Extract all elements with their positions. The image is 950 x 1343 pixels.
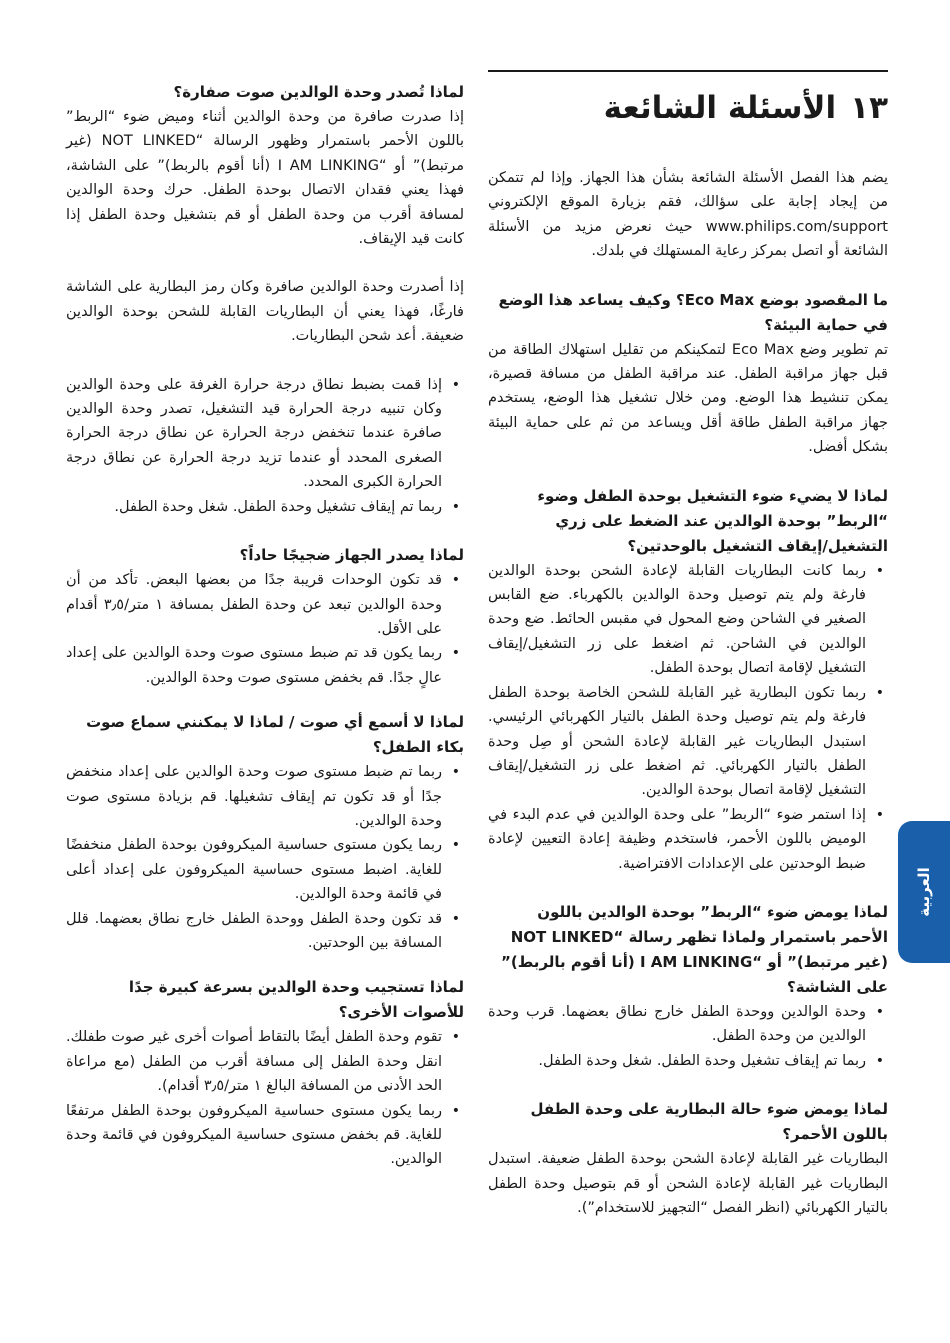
list-item: • قد تكون الوحدات قريبة جدًا من بعضها البعض. تأكد من أن وحدة الوالدين تبعد عن وحدة الطفل بمسافة ١ متر/٣٫٥ أقدام على الأقل.: [66, 568, 442, 641]
faq-flash-red-question: لماذا يومض ضوء “الربط” بوحدة الوالدين باللون الأحمر باستمرار ولماذا تظهر رسالة “NOT LINKED (غير مرتبط)” أو “I AM LINKING (أنا أقوم بالربط)” على الشاشة؟: [501, 902, 888, 996]
list-item: • ربما تكون البطارية غير القابلة للشحن الخاصة بوحدة الطفل فارغة ولم يتم توصيل وحدة الطفل بالتيار الكهربائي الرئيسي. استبدل البطاريات غير القابلة لإعادة الشحن أو صِل وحدة الطفل بالتيار الكهربائي. ثم اضغط على زر التشغيل/إيقاف التشغيل لإقامة اتصال بوحدة الوالدين.: [488, 681, 866, 803]
list-item: • ربما يكون مستوى حساسية الميكروفون بوحدة الطفل مرتفعًا للغاية. قم بخفض مستوى حساسية الميكروفون في قائمة وحدة الوالدين.: [66, 1099, 442, 1172]
chapter-heading: [488, 86, 888, 130]
faq-fast-react-question: لماذا تستجيب وحدة الوالدين بسرعة كبيرة جدًا للأصوات الأخرى؟: [128, 978, 464, 1022]
faq-fast-react-list: [66, 1025, 464, 1171]
faq-battery-red-question: لماذا يومض ضوء حالة البطارية على وحدة الطفل باللون الأحمر؟: [530, 1100, 888, 1144]
list-item: • قد تكون وحدة الطفل ووحدة الطفل خارج نطاق بعضهما. قلل المسافة بين الوحدتين.: [66, 907, 442, 956]
faq-battery-red-answer: البطاريات غير القابلة لإعادة الشحن بوحدة الطفل ضعيفة. استبدل البطاريات غير القابلة لإعادة الشحن أو قم بتوصيل وحدة الطفل بالتيار الكهربائي (انظر الفصل “التجهيز للاستخدام”).: [488, 1151, 888, 1216]
list-item: • ربما يكون قد تم ضبط مستوى صوت وحدة الوالدين على إعداد عالٍ جدًا. قم بخفض مستوى صوت وحدة الوالدين.: [66, 641, 442, 690]
chapter-rule: [488, 70, 888, 72]
faq-eco-question: ما المقصود بوضع Eco Max؟ وكيف يساعد هذا الوضع في حماية البيئة؟: [498, 290, 888, 334]
faq-eco-answer: تم تطوير وضع Eco Max لتمكينكم من تقليل استهلاك الطاقة من قبل جهاز مراقبة الطفل. عند مراقبة الطفل من مسافة قصيرة، يمكن تنشيط هذا الوضع. ومن خلال تشغيل هذا الوضع، يستخدم جهاز مراقبة الطفل طاقة أقل ويساعد من ثم على حماية البيئة بشكل أفضل.: [488, 341, 888, 456]
chapter-number: ١٣: [850, 90, 888, 126]
faq-beep-paragraph-1: إذا صدرت صافرة من وحدة الوالدين أثناء وميض ضوء “الربط” باللون الأحمر باستمرار وظهور الرسالة “NOT LINKED (غير مرتبط)” أو “I AM LINKING (أنا أقوم بالربط)” على الشاشة، فهذا يعني فقدان الاتصال بوحدة الطفل. حرك وحدة الوالدين لمسافة أقرب من وحدة الطفل أو قم بتشغيل وحدة الطفل إذا كانت قيد الإيقاف.: [66, 109, 464, 248]
list-item: • ربما كانت البطاريات القابلة لإعادة الشحن بوحدة الوالدين فارغة ولم يتم توصيل وحدة الوالدين بالكهرباء. ضع القابس الصغير في الشاحن وضع المحول في مقبس الحائط. ضع وحدة الوالدين في الشاحن. ثم اضغط على زر التشغيل/إيقاف التشغيل لإقامة اتصال بوحدة الطفل.: [488, 559, 866, 681]
faq-no-sound-question: لماذا لا أسمع أي صوت / لماذا لا يمكنني سماع صوت بكاء الطفل؟: [86, 713, 464, 757]
faq-beep-question: لماذا تُصدر وحدة الوالدين صوت صفارة؟: [173, 83, 464, 101]
list-item: • ربما تم إيقاف تشغيل وحدة الطفل. شغل وحدة الطفل.: [488, 1049, 866, 1073]
chapter-title: الأسئلة الشائعة: [603, 90, 837, 126]
list-item: • ربما تم ضبط مستوى صوت وحدة الوالدين على إعداد منخفض جدًا أو قد تكون تم إيقاف تشغيلها. قم بزيادة مستوى صوت وحدة الوالدين.: [66, 760, 442, 833]
faq-beep-paragraph-2: إذا أصدرت وحدة الوالدين صافرة وكان رمز البطارية على الشاشة فارغًا، فهذا يعني أن البطاريات القابلة للشحن بوحدة الوالدين ضعيفة. أعد شحن البطاريات.: [66, 279, 464, 345]
faq-shrill-question: لماذا يصدر الجهاز ضجيجًا حاداً؟: [239, 546, 464, 565]
list-item: • إذا استمر ضوء “الربط” على وحدة الوالدين في عدم البدء في الوميض باللون الأحمر، فاستخدم وظيفة إعادة التعيين لإعادة ضبط الوحدتين على الإعدادات الافتراضية.: [488, 803, 866, 876]
list-item: • وحدة الوالدين ووحدة الطفل خارج نطاق بعضهما. قرب وحدة الوالدين من وحدة الطفل.: [488, 1000, 866, 1049]
right-column: [488, 70, 888, 1220]
faq-link-light-question: لماذا لا يضيء ضوء التشغيل بوحدة الطفل وضوء “الربط” بوحدة الوالدين عند الضغط على زري التشغيل/إيقاف التشغيل بالوحدتين؟: [537, 486, 888, 555]
chapter-intro: يضم هذا الفصل الأسئلة الشائعة بشأن هذا الجهاز. وإذا لم تتمكن من إيجاد إجابة على سؤالك، فقم بزيارة الموقع الإلكتروني www.philips.com/support حيث نعرض مزيد من الأسئلة الشائعة أو اتصل بمركز رعاية المستهلك في بلدك.: [488, 170, 888, 260]
language-tab: [898, 821, 950, 963]
faq-link-light-list: [488, 559, 888, 876]
faq-no-sound-list: [66, 760, 464, 955]
faq-flash-red-list: [488, 1000, 888, 1073]
left-column: [66, 80, 464, 1172]
faq-shrill-list: [66, 568, 464, 690]
list-item: • تقوم وحدة الطفل أيضًا بالتقاط أصوات أخرى غير صوت طفلك. انقل وحدة الطفل إلى مسافة أقرب من الطفل (مع مراعاة الحد الأدنى من المسافة البالغ ١ متر/٣٫٥ أقدام).: [66, 1025, 442, 1098]
list-item: • ربما يكون مستوى حساسية الميكروفون بوحدة الطفل منخفضًا للغاية. اضبط مستوى حساسية الميكروفون على إعداد أعلى في قائمة وحدة الوالدين.: [66, 833, 442, 906]
language-tab-label: العربية: [915, 867, 933, 917]
faq-beep-list: [66, 373, 464, 519]
list-item: • إذا قمت بضبط نطاق درجة حرارة الغرفة على وحدة الوالدين وكان تنبيه درجة الحرارة قيد التشغيل، تصدر وحدة الوالدين صافرة عندما تنخفض درجة الحرارة عن نطاق درجة الحرارة الصغرى المحدد أو عندما تزيد درجة الحرارة عن نطاق درجة الحرارة الكبرى المحدد.: [66, 373, 442, 495]
list-item: • ربما تم إيقاف تشغيل وحدة الطفل. شغل وحدة الطفل.: [66, 495, 442, 519]
